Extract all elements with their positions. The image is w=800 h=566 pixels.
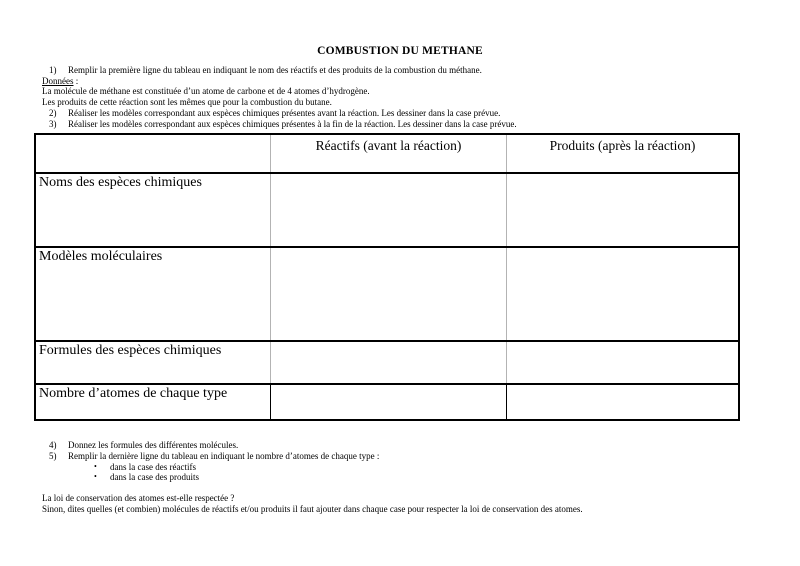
item-5-number: 5) [49,450,57,461]
cell-formules-produits[interactable] [506,342,738,383]
donnees-colon: : [73,75,79,86]
cell-nombre-produits[interactable] [506,385,738,419]
item-5-text: Remplir la dernière ligne du tableau en indiquant le nombre d’atomes de chaque type : [68,450,380,461]
closing-questions [42,493,792,515]
reaction-table [34,133,740,421]
cell-nombre-reactifs[interactable] [270,385,506,419]
donnees-line-1: La molécule de méthane est constituée d’un atome de carbone et de 4 atomes d’hydrogène. [42,86,370,97]
cell-formules-reactifs[interactable] [270,342,506,383]
instruction-item-5 [42,451,762,462]
cell-modeles-reactifs[interactable] [270,248,506,340]
header-produits: Produits (après la réaction) [506,135,738,172]
bullet-text-produits: dans la case des produits [110,472,199,483]
page-title: COMBUSTION DU METHANE [317,45,483,57]
donnees-label: Données [42,75,74,86]
item-1-text: Remplir la première ligne du tableau en indiquant le nom des réactifs et des produits de la combustion du méthane. [68,65,482,75]
instruction-item-4 [42,440,762,451]
item-2-number: 2) [49,107,57,118]
cell-noms-produits[interactable] [506,174,738,246]
closing-line-2: Sinon, dites quelles (et combien) molécules de réactifs et/ou produits il faut ajouter dans chaque case pour respecter la loi de conservation des atomes. [42,503,583,514]
item-3-number: 3) [49,118,57,129]
cell-modeles-produits[interactable] [506,248,738,340]
row-label-modeles: Modèles moléculaires [39,249,163,264]
table-row-modeles [36,246,738,340]
table-row-nombre [36,383,738,419]
closing-line-1: La loi de conservation des atomes est-elle respectée ? [42,493,235,503]
header-reactifs: Réactifs (avant la réaction) [270,135,506,172]
row-label-nombre: Nombre d’atomes de chaque type [39,386,228,401]
item-3-text: Réaliser les modèles correspondant aux espèces chimiques présentes à la fin de la réaction. Les dessiner dans la case prévue. [68,118,517,129]
instruction-item-3 [42,119,762,130]
instruction-item-2 [42,108,762,119]
donnees-heading [42,76,762,87]
row-label-noms: Noms des espèces chimiques [39,175,202,190]
cell-noms-reactifs[interactable] [270,174,506,246]
table-row-formules [36,340,738,383]
header-empty-cell [36,135,270,172]
item-4-number: 4) [49,440,57,450]
donnees-line-2: Les produits de cette réaction sont les mêmes que pour la combustion du butane. [42,97,332,108]
table-header-row [36,135,738,172]
intro-instructions [42,65,762,129]
item-2-text: Réaliser les modèles correspondant aux espèces chimiques présentes avant la réaction. Les dessiner dans la case prévue. [68,107,501,118]
bullet-item-reactifs [42,462,762,473]
bullet-text-reactifs: dans la case des réactifs [110,461,196,472]
bullet-icon: • [94,472,97,482]
row-label-formules: Formules des espèces chimiques [39,343,222,358]
bottom-instructions [42,440,762,483]
instruction-item-1 [42,65,762,76]
item-1-number: 1) [49,65,57,75]
item-4-text: Donnez les formules des différentes molécules. [68,440,239,450]
bullet-item-produits [42,472,762,483]
bullet-icon: • [94,461,97,471]
table-row-noms [36,172,738,246]
